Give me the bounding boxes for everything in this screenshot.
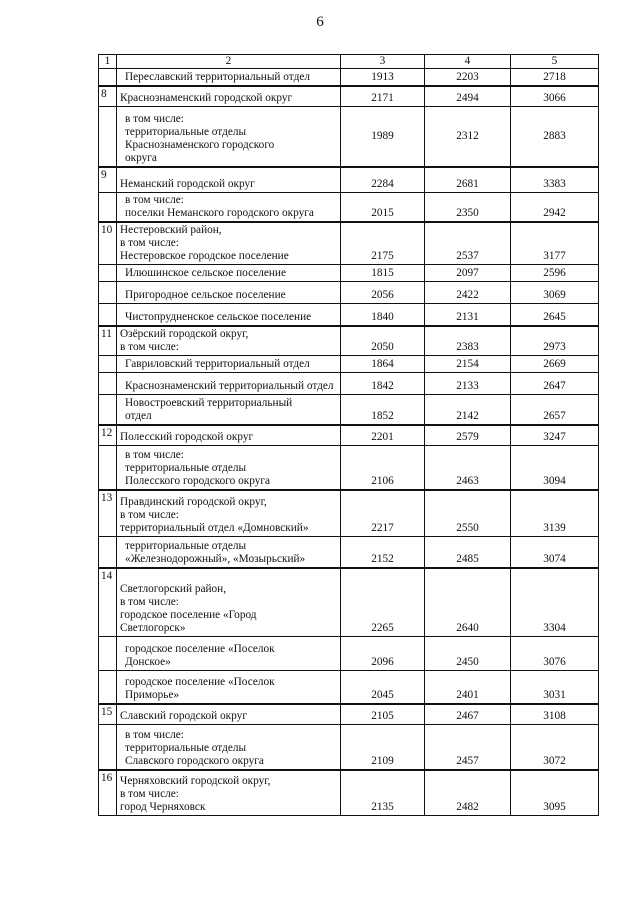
table-row — [99, 355, 599, 372]
value-cell-c5: 3074 — [511, 536, 599, 568]
row-name-line: Полесского городского округа — [125, 475, 271, 487]
row-number — [99, 282, 117, 304]
row-name-line: городское поселение «Поселок — [125, 676, 275, 688]
value-cell-c4: 2463 — [425, 445, 511, 490]
header-cell: 5 — [511, 55, 599, 69]
table-row — [99, 222, 599, 265]
value-cell-c5: 3066 — [511, 86, 599, 107]
value-cell-c5: 3177 — [511, 222, 599, 265]
row-name-line: территориальные отделы — [125, 462, 247, 474]
value-cell-c5: 2657 — [511, 394, 599, 425]
row-name — [117, 304, 341, 326]
row-name-line: «Железнодорожный», «Мозырьский» — [125, 553, 306, 565]
row-name-line: Славский городской округ — [120, 709, 247, 722]
header-cell: 1 — [99, 55, 117, 69]
value-cell-c5: 3094 — [511, 445, 599, 490]
row-name — [117, 704, 341, 724]
row-name-line: в том числе: — [120, 340, 179, 353]
row-number — [99, 372, 117, 394]
table-row — [99, 425, 599, 445]
row-name — [117, 770, 341, 815]
value-cell-c4: 2312 — [425, 107, 511, 167]
value-cell-c3: 1864 — [341, 355, 425, 372]
row-name-line: Нестеровский район, — [120, 224, 222, 236]
value-cell-c4: 2537 — [425, 222, 511, 265]
value-cell-c5: 3383 — [511, 167, 599, 193]
value-cell-c4: 2681 — [425, 167, 511, 193]
row-name-line: Светлогорск» — [120, 621, 186, 634]
value-cell-c3: 1842 — [341, 372, 425, 394]
table-row — [99, 536, 599, 568]
value-cell-c5: 2883 — [511, 107, 599, 167]
value-cell-c4: 2142 — [425, 394, 511, 425]
table-row — [99, 445, 599, 490]
row-name-line: территориальные отделы — [125, 540, 247, 552]
value-cell-c4: 2422 — [425, 282, 511, 304]
value-cell-c4: 2203 — [425, 69, 511, 86]
value-cell-c4: 2131 — [425, 304, 511, 326]
row-name-line: Донское» — [125, 655, 171, 668]
row-number — [99, 69, 117, 86]
row-number: 8 — [99, 86, 117, 107]
header-cell: 4 — [425, 55, 511, 69]
value-cell-c4: 2154 — [425, 355, 511, 372]
row-name-line: Правдинский городской округ, — [120, 495, 267, 508]
row-name-line: Краснознаменский территориальный отдел — [125, 379, 334, 392]
value-cell-c3: 2015 — [341, 193, 425, 223]
value-cell-c5: 3072 — [511, 724, 599, 770]
value-cell-c3: 2201 — [341, 425, 425, 445]
value-cell-c3: 1815 — [341, 265, 425, 282]
row-name-line: Неманский городской округ — [120, 178, 255, 190]
table-row — [99, 724, 599, 770]
row-name — [117, 167, 341, 193]
value-cell-c4: 2097 — [425, 265, 511, 282]
value-cell-c4: 2450 — [425, 636, 511, 670]
row-name-line: Краснознаменский городской округ — [120, 92, 293, 104]
value-cell-c3: 2050 — [341, 326, 425, 356]
value-cell-c3: 2109 — [341, 724, 425, 770]
row-number — [99, 193, 117, 223]
table-row — [99, 568, 599, 636]
row-number — [99, 536, 117, 568]
value-cell-c4: 2383 — [425, 326, 511, 356]
value-cell-c5: 3069 — [511, 282, 599, 304]
row-name — [117, 445, 341, 490]
page-number: 6 — [316, 14, 324, 30]
row-name-line: отдел — [125, 410, 152, 422]
value-cell-c5: 2669 — [511, 355, 599, 372]
row-name-line: в том числе: — [120, 595, 179, 608]
row-name — [117, 670, 341, 704]
value-cell-c3: 2105 — [341, 704, 425, 724]
value-cell-c5: 3139 — [511, 490, 599, 536]
table-row — [99, 265, 599, 282]
value-cell-c4: 2401 — [425, 670, 511, 704]
value-cell-c4: 2579 — [425, 425, 511, 445]
row-name — [117, 282, 341, 304]
value-cell-c5: 2645 — [511, 304, 599, 326]
row-number: 12 — [99, 425, 117, 445]
row-name-line: в том числе: — [120, 787, 179, 800]
row-number — [99, 636, 117, 670]
row-number — [99, 670, 117, 704]
row-name — [117, 222, 341, 265]
value-cell-c3: 1852 — [341, 394, 425, 425]
row-name-line: Озёрский городской округ, — [120, 327, 249, 340]
row-name-line: городское поселение «Город — [120, 608, 257, 621]
table-row — [99, 69, 599, 86]
row-name — [117, 724, 341, 770]
row-name — [117, 394, 341, 425]
value-cell-c3: 2175 — [341, 222, 425, 265]
value-cell-c3: 1989 — [341, 107, 425, 167]
table-row — [99, 193, 599, 223]
table-row — [99, 86, 599, 107]
row-name — [117, 568, 341, 636]
value-cell-c4: 2457 — [425, 724, 511, 770]
value-cell-c5: 2973 — [511, 326, 599, 356]
row-name-line: Чистопрудненское сельское поселение — [125, 310, 312, 323]
row-name-line: территориальные отделы — [125, 125, 247, 138]
header-cell: 3 — [341, 55, 425, 69]
row-name — [117, 107, 341, 167]
row-name-line: Гавриловский территориальный отдел — [125, 357, 310, 370]
table-row — [99, 326, 599, 356]
value-cell-c3: 2106 — [341, 445, 425, 490]
row-number: 14 — [99, 568, 117, 636]
row-name-line: в том числе: — [120, 508, 179, 521]
row-name-line: Славского городского округа — [125, 755, 264, 767]
table-row — [99, 704, 599, 724]
value-cell-c3: 2152 — [341, 536, 425, 568]
row-name-line: в том числе: — [120, 237, 179, 249]
row-name — [117, 636, 341, 670]
row-number — [99, 355, 117, 372]
row-number — [99, 724, 117, 770]
value-cell-c5: 3095 — [511, 770, 599, 815]
value-cell-c4: 2133 — [425, 372, 511, 394]
row-name-line: поселки Неманского городского округа — [125, 207, 314, 219]
table-row — [99, 636, 599, 670]
row-name-line: городское поселение «Поселок — [125, 642, 275, 655]
row-name — [117, 69, 341, 86]
row-name-line: в том числе: — [125, 729, 184, 741]
value-cell-c4: 2640 — [425, 568, 511, 636]
value-cell-c3: 2217 — [341, 490, 425, 536]
row-number: 15 — [99, 704, 117, 724]
row-name — [117, 193, 341, 223]
table-row — [99, 167, 599, 193]
value-cell-c4: 2467 — [425, 704, 511, 724]
row-name-line: город Черняховск — [120, 800, 206, 813]
row-name-line: территориальный отдел «Домновский» — [120, 521, 309, 534]
header-cell: 2 — [117, 55, 341, 69]
table-row — [99, 770, 599, 815]
row-name — [117, 490, 341, 536]
row-name-line: в том числе: — [125, 194, 184, 206]
value-cell-c3: 1913 — [341, 69, 425, 86]
table-row — [99, 304, 599, 326]
table-row — [99, 670, 599, 704]
value-cell-c3: 2135 — [341, 770, 425, 815]
row-name — [117, 425, 341, 445]
row-name-line: Приморье» — [125, 689, 180, 701]
value-cell-c3: 2056 — [341, 282, 425, 304]
value-cell-c5: 2647 — [511, 372, 599, 394]
row-number: 16 — [99, 770, 117, 815]
row-number — [99, 394, 117, 425]
value-cell-c3: 2171 — [341, 86, 425, 107]
row-number: 10 — [99, 222, 117, 265]
row-name — [117, 372, 341, 394]
row-name-line: Илюшинское сельское поселение — [125, 267, 286, 279]
row-name-line: Краснознаменского городского — [125, 138, 275, 151]
value-cell-c5: 3031 — [511, 670, 599, 704]
row-name-line: округа — [125, 151, 157, 164]
value-cell-c5: 2942 — [511, 193, 599, 223]
value-cell-c5: 2596 — [511, 265, 599, 282]
row-name-line: Пригородное сельское поселение — [125, 289, 286, 301]
table-row — [99, 107, 599, 167]
value-cell-c5: 2718 — [511, 69, 599, 86]
value-cell-c5: 3076 — [511, 636, 599, 670]
value-cell-c5: 3108 — [511, 704, 599, 724]
row-name — [117, 326, 341, 356]
table-row — [99, 282, 599, 304]
row-name-line: территориальные отделы — [125, 742, 247, 754]
value-cell-c3: 1840 — [341, 304, 425, 326]
row-number: 13 — [99, 490, 117, 536]
table-header-row — [99, 55, 599, 69]
value-cell-c4: 2350 — [425, 193, 511, 223]
value-cell-c4: 2485 — [425, 536, 511, 568]
table-row — [99, 490, 599, 536]
value-cell-c4: 2494 — [425, 86, 511, 107]
row-name — [117, 265, 341, 282]
row-number: 11 — [99, 326, 117, 356]
row-name-line: Черняховский городской округ, — [120, 774, 271, 787]
row-name — [117, 536, 341, 568]
row-number — [99, 107, 117, 167]
value-cell-c5: 3304 — [511, 568, 599, 636]
row-name — [117, 86, 341, 107]
value-cell-c5: 3247 — [511, 425, 599, 445]
row-number — [99, 304, 117, 326]
row-name-line: Полесский городской округ — [120, 430, 254, 443]
row-number: 9 — [99, 167, 117, 193]
row-name-line: Переславский территориальный отдел — [125, 70, 310, 83]
row-name-line: в том числе: — [125, 112, 184, 125]
value-cell-c3: 2265 — [341, 568, 425, 636]
table-row — [99, 372, 599, 394]
row-name-line: Новостроевский территориальный — [125, 397, 293, 409]
row-name-line: в том числе: — [125, 449, 184, 461]
row-name — [117, 355, 341, 372]
table-row — [99, 394, 599, 425]
row-name-line: Светлогорский район, — [120, 582, 227, 595]
value-cell-c4: 2482 — [425, 770, 511, 815]
value-cell-c3: 2284 — [341, 167, 425, 193]
data-table — [98, 54, 599, 816]
value-cell-c4: 2550 — [425, 490, 511, 536]
value-cell-c3: 2096 — [341, 636, 425, 670]
value-cell-c3: 2045 — [341, 670, 425, 704]
row-number — [99, 445, 117, 490]
row-number — [99, 265, 117, 282]
row-name-line: Нестеровское городское поселение — [120, 250, 289, 262]
